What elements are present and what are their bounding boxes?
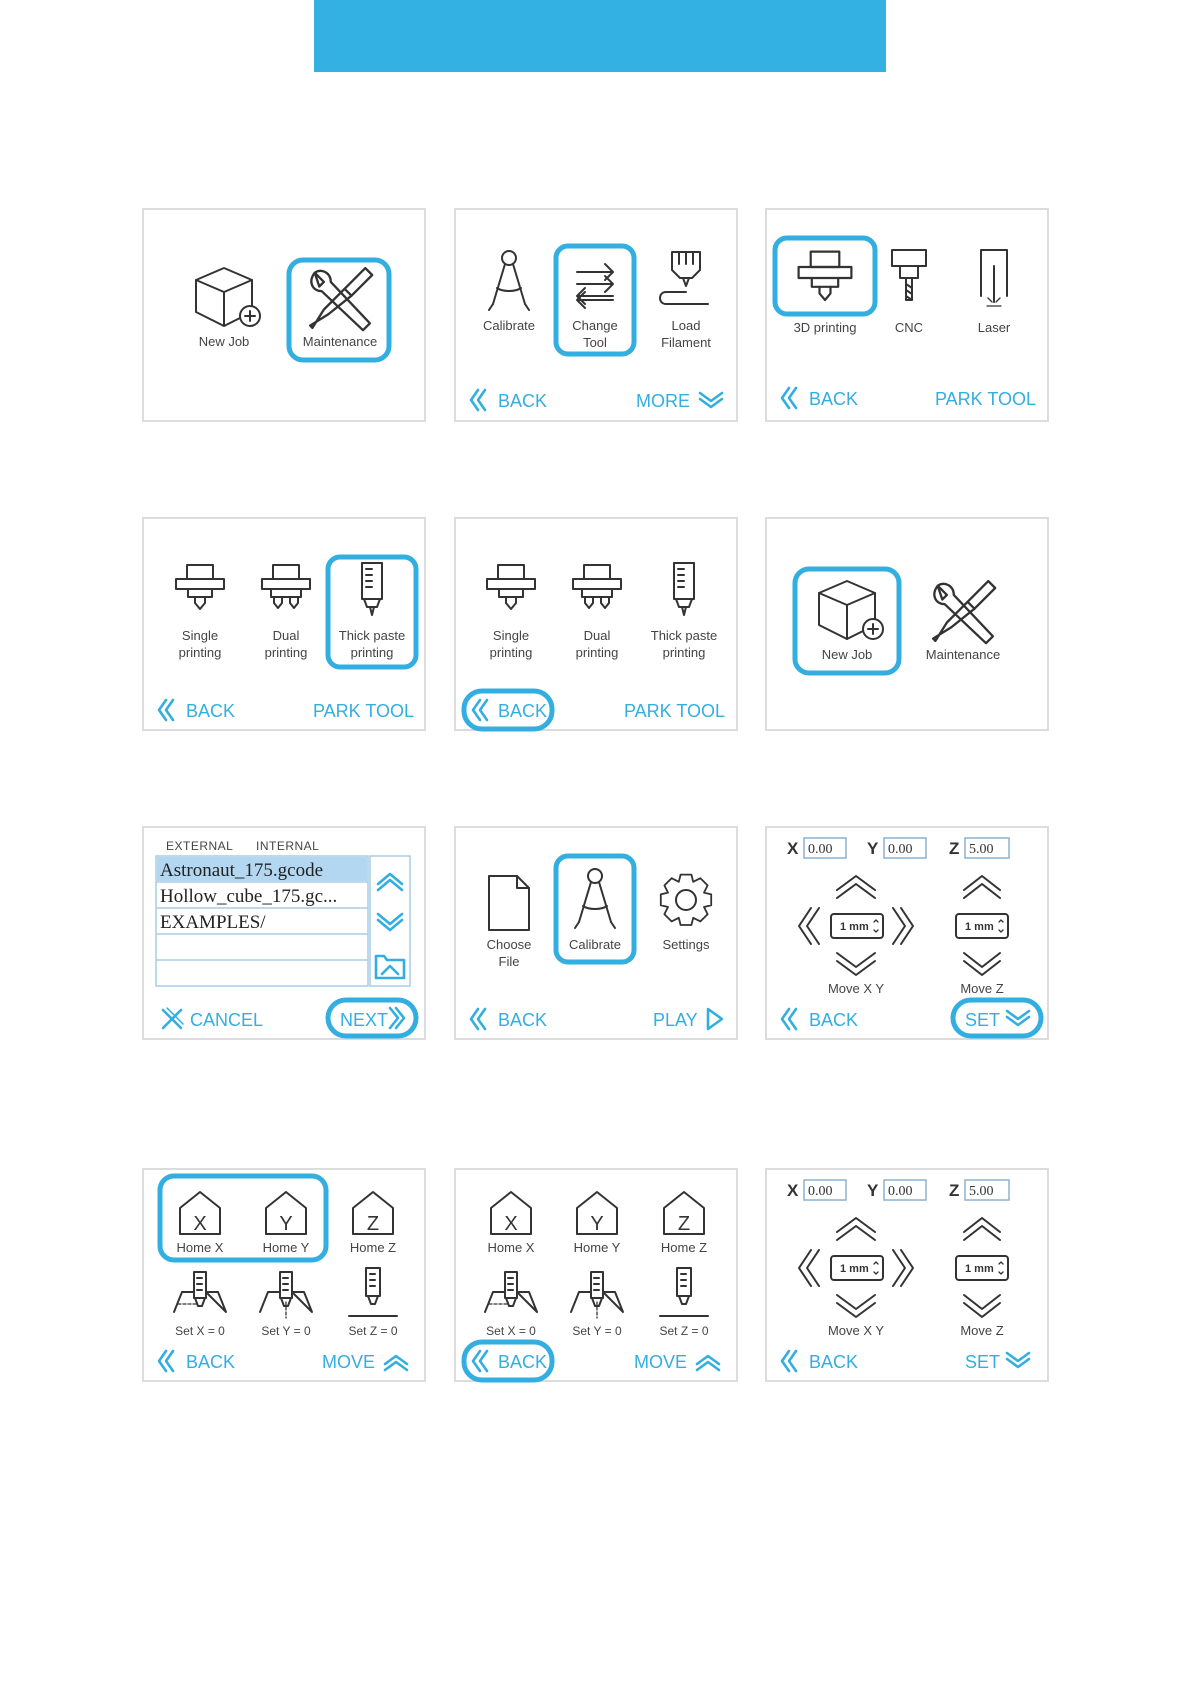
home-x-letter: X (193, 1213, 207, 1235)
maintenance-icon[interactable] (933, 581, 995, 643)
park-tool-button[interactable]: PARK TOOL (313, 701, 415, 721)
play-button[interactable]: PLAY (653, 1010, 698, 1030)
single-printhead-icon[interactable] (487, 565, 535, 609)
back-chevron-icon[interactable] (471, 390, 485, 410)
laser-icon[interactable] (981, 250, 1007, 306)
single-printing-label-line1[interactable]: Single (181, 628, 219, 643)
maintenance-label[interactable]: Maintenance (925, 647, 1001, 662)
set-button[interactable]: SET (965, 1010, 1001, 1030)
set-y-label[interactable]: Set Y = 0 (572, 1324, 622, 1338)
chevron-right-icon[interactable] (390, 1008, 404, 1028)
back-button[interactable]: BACK (809, 1010, 859, 1030)
calibrate-label[interactable]: Calibrate (568, 937, 622, 952)
change-tool-label-line1[interactable]: Change (572, 318, 618, 333)
more-button[interactable]: MORE (636, 391, 690, 411)
thick-paste-icon[interactable] (362, 563, 382, 615)
park-tool-button[interactable]: PARK TOOL (624, 701, 726, 721)
set-x-label[interactable]: Set X = 0 (175, 1324, 225, 1338)
file-row[interactable]: Astronaut_175.gcode (160, 860, 324, 881)
selection-highlight (775, 238, 875, 314)
load-filament-label-line1[interactable]: Load (671, 318, 701, 333)
home-x-label[interactable]: Home X (176, 1240, 224, 1255)
calibrate-icon[interactable] (575, 869, 615, 928)
screen-file-browser (142, 826, 426, 1040)
back-button[interactable]: BACK (498, 701, 548, 721)
single-printhead-icon[interactable] (176, 565, 224, 609)
play-icon[interactable] (708, 1009, 722, 1029)
thick-paste-label-line1[interactable]: Thick paste (650, 628, 718, 643)
3d-printing-label[interactable]: 3D printing (793, 320, 857, 335)
set-z-label[interactable]: Set Z = 0 (659, 1324, 709, 1338)
close-icon[interactable] (163, 1008, 183, 1028)
maintenance-label[interactable]: Maintenance (302, 334, 378, 349)
move-button[interactable]: MOVE (322, 1352, 376, 1372)
back-button[interactable]: BACK (809, 389, 859, 409)
dual-printing-label-line2[interactable]: printing (575, 645, 619, 660)
3d-printing-icon[interactable] (799, 252, 852, 300)
choose-file-label-line1[interactable]: Choose (486, 937, 532, 952)
back-button[interactable]: BACK (498, 1010, 548, 1030)
home-y-letter: Y (279, 1213, 293, 1235)
back-button[interactable]: BACK (809, 1352, 859, 1372)
thick-paste-label-line2[interactable]: printing (350, 645, 394, 660)
screen-homing (142, 1168, 426, 1382)
chevron-up-icon[interactable] (385, 1356, 407, 1370)
cancel-button[interactable]: CANCEL (190, 1010, 264, 1030)
new-job-icon[interactable] (819, 581, 883, 639)
set-y-zero-icon[interactable] (571, 1272, 623, 1318)
back-chevron-icon[interactable] (782, 1351, 796, 1371)
move-button[interactable]: MOVE (634, 1352, 688, 1372)
back-chevron-icon[interactable] (473, 1351, 487, 1371)
set-button[interactable]: SET (965, 1352, 1001, 1372)
screen-job (454, 826, 738, 1040)
set-x-zero-icon[interactable] (174, 1272, 226, 1312)
chevron-up-icon[interactable] (697, 1356, 719, 1370)
gear-icon[interactable] (661, 875, 711, 925)
set-z-zero-icon[interactable] (349, 1268, 397, 1316)
load-filament-icon[interactable] (660, 252, 708, 304)
file-icon[interactable] (489, 876, 529, 930)
dual-printhead-icon[interactable] (573, 565, 621, 608)
next-button[interactable]: NEXT (340, 1010, 389, 1030)
home-y-label[interactable]: Home Y (573, 1240, 621, 1255)
screen-printhead-select (142, 517, 426, 731)
load-filament-label-line2[interactable]: Filament (661, 335, 711, 350)
tab-internal[interactable]: INTERNAL (256, 839, 320, 853)
cnc-icon[interactable] (892, 250, 926, 300)
chevron-down-icon[interactable] (1007, 1011, 1029, 1025)
settings-label[interactable]: Settings (662, 937, 710, 952)
change-tool-label-line2[interactable]: Tool (583, 335, 607, 350)
back-chevron-icon[interactable] (782, 388, 796, 408)
thick-paste-icon[interactable] (674, 563, 694, 615)
set-y-zero-icon[interactable] (260, 1272, 312, 1318)
thick-paste-label-line1[interactable]: Thick paste (338, 628, 406, 643)
set-x-zero-icon[interactable] (485, 1272, 537, 1312)
screen-home-newjob (765, 517, 1049, 731)
home-z-label[interactable]: Home Z (349, 1240, 397, 1255)
single-printing-label-line2[interactable]: printing (178, 645, 222, 660)
chevron-down-icon[interactable] (700, 393, 722, 407)
thick-paste-label-line2[interactable]: printing (662, 645, 706, 660)
park-tool-button[interactable]: PARK TOOL (935, 389, 1037, 409)
screen-maintenance (454, 208, 738, 422)
screen-jog (765, 1168, 1049, 1382)
home-x-label[interactable]: Home X (487, 1240, 535, 1255)
new-job-label[interactable]: New Job (821, 647, 873, 662)
calibrate-label[interactable]: Calibrate (482, 318, 536, 333)
screen-jog-set (765, 826, 1049, 1040)
set-z-zero-icon[interactable] (660, 1268, 708, 1316)
file-row[interactable]: Hollow_cube_175.gc... (160, 886, 338, 907)
choose-file-label-line2[interactable]: File (498, 954, 520, 969)
home-z-letter: Z (366, 1213, 380, 1235)
home-y-label[interactable]: Home Y (262, 1240, 310, 1255)
laser-label[interactable]: Laser (977, 320, 1011, 335)
screen-homing-back (454, 1168, 738, 1382)
single-printing-label-line1[interactable]: Single (492, 628, 530, 643)
maintenance-icon[interactable] (310, 268, 372, 330)
new-job-icon[interactable] (196, 268, 260, 326)
tab-external[interactable]: EXTERNAL (166, 839, 234, 853)
header-banner (314, 0, 886, 72)
file-row[interactable]: EXAMPLES/ (160, 912, 266, 933)
back-chevron-icon[interactable] (782, 1009, 796, 1029)
home-z-label[interactable]: Home Z (660, 1240, 708, 1255)
set-z-label[interactable]: Set Z = 0 (348, 1324, 398, 1338)
back-button[interactable]: BACK (186, 1352, 236, 1372)
home-z-letter: Z (677, 1213, 691, 1235)
back-chevron-icon[interactable] (159, 700, 173, 720)
dual-printing-label-line2[interactable]: printing (264, 645, 308, 660)
home-y-letter: Y (590, 1213, 604, 1235)
back-button[interactable]: BACK (498, 1352, 548, 1372)
screen-home (142, 208, 426, 422)
single-printing-label-line2[interactable]: printing (489, 645, 533, 660)
set-x-label[interactable]: Set X = 0 (486, 1324, 536, 1338)
change-tool-icon[interactable] (577, 264, 613, 308)
screen-tool-type (765, 208, 1049, 422)
home-x-letter: X (504, 1213, 518, 1235)
back-chevron-icon[interactable] (159, 1351, 173, 1371)
back-chevron-icon[interactable] (471, 1009, 485, 1029)
dual-printing-label-line1[interactable]: Dual (583, 628, 611, 643)
screen-printhead-select-back (454, 517, 738, 731)
set-y-label[interactable]: Set Y = 0 (261, 1324, 311, 1338)
back-button[interactable]: BACK (186, 701, 236, 721)
cnc-label[interactable]: CNC (894, 320, 924, 335)
back-button[interactable]: BACK (498, 391, 548, 411)
back-chevron-icon[interactable] (473, 700, 487, 720)
dual-printing-label-line1[interactable]: Dual (272, 628, 300, 643)
new-job-label[interactable]: New Job (198, 334, 250, 349)
calibrate-icon[interactable] (489, 251, 529, 310)
dual-printhead-icon[interactable] (262, 565, 310, 608)
chevron-down-icon[interactable] (1007, 1353, 1029, 1367)
